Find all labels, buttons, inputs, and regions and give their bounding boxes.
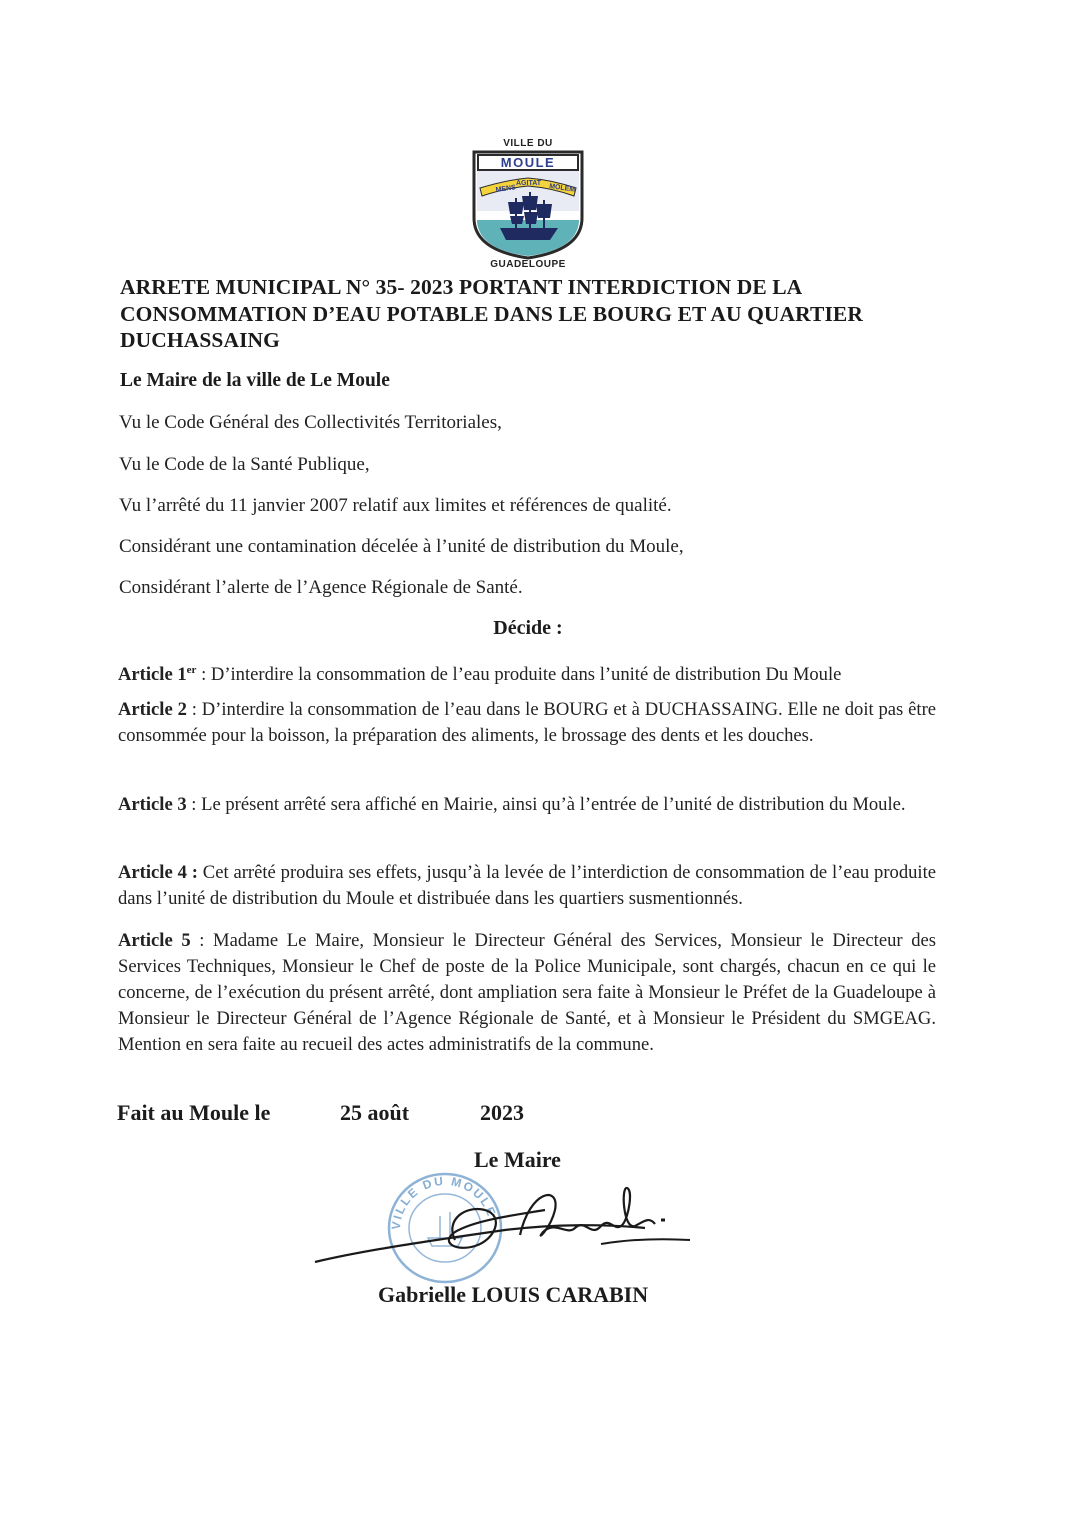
title-line: ARRETE MUNICIPAL N° 35- 2023 PORTANT INTERDICTION DE LA: [120, 275, 803, 299]
logo-motto-right: MOLEM: [548, 183, 576, 194]
maire-label: Le Maire: [474, 1147, 561, 1172]
stamp-text: VILLE DU MOULE: [388, 1173, 500, 1231]
fait-date: 25 août: [340, 1100, 410, 1125]
article-label: Article 1: [118, 664, 187, 686]
article-text: Le présent arrêté sera affiché en Mairie, ainsi qu’à l’entrée de l’unité de distribution du Moule.: [201, 794, 906, 815]
article-separator: :: [196, 664, 211, 686]
article-text: D’interdire la consommation de l’eau produite dans l’unité de distribution Du Moule: [210, 664, 842, 686]
article-text: D’interdire la consommation de l’eau dans le BOURG et à DUCHASSAING. Elle ne doit pas être consommée pour la boisson, la préparation des aliments, le brossage des dents et les douches.: [118, 699, 937, 746]
article-label: Article 5: [118, 930, 191, 951]
logo-top-text: VILLE DU: [503, 138, 553, 149]
article-2: [118, 697, 936, 749]
document-title: [120, 274, 960, 354]
logo-motto-left: MENS: [495, 184, 517, 194]
article-3: [118, 792, 936, 818]
mayor-heading: Le Maire de la ville de Le Moule: [120, 370, 390, 391]
vu-line: Vu l’arrêté du 11 janvier 2007 relatif aux limites et références de qualité.: [119, 495, 672, 516]
considerant-line: Considérant l’alerte de l’Agence Régionale de Santé.: [119, 577, 523, 598]
municipal-logo: [466, 136, 590, 276]
fait-label: Fait au Moule le: [117, 1100, 271, 1125]
article-label: Article 3: [118, 794, 187, 815]
logo-banner-text: MOULE: [500, 155, 556, 170]
logo-motto-center: AGITAT: [516, 180, 542, 187]
article-separator: :: [186, 794, 202, 815]
article-text: Cet arrêté produira ses effets, jusqu’à la levée de l’interdiction de consommation de l’eau produite dans l’unité de distribution du Moule et distribuée dans les quartiers susmentionnés.: [118, 862, 937, 909]
article-1: [118, 657, 936, 688]
signatory-name: Gabrielle LOUIS CARABIN: [378, 1282, 649, 1307]
logo-bottom-text: GUADELOUPE: [490, 259, 566, 270]
signature-icon: [305, 1180, 705, 1280]
article-4: [118, 860, 936, 912]
fait-year: 2023: [480, 1100, 524, 1125]
title-line: DUCHASSAING: [120, 328, 280, 352]
vu-line: Vu le Code de la Santé Publique,: [119, 454, 370, 475]
vu-line: Vu le Code Général des Collectivités Territoriales,: [119, 412, 502, 433]
article-separator: :: [190, 930, 214, 951]
article-label: Article 4 :: [118, 862, 198, 883]
article-separator: :: [186, 699, 202, 720]
article-superscript: er: [186, 664, 197, 676]
article-text: Madame Le Maire, Monsieur le Directeur Général des Services, Monsieur le Directeur des Services Techniques, Monsieur le Chef de poste de la Police Municipale, sont chargés, chacun en ce qui le concerne, de l’exécution du présent arrêté, dont ampliation sera faite à Monsieur le Préfet de la Guadeloupe à Monsieur le Directeur Général de l’Agence Régionale de Santé, et à Monsieur le Président du SMGEAG. Mention en sera faite au recueil des actes administratifs de la commune.: [118, 930, 936, 1055]
considerant-line: Considérant une contamination décelée à l’unité de distribution du Moule,: [119, 536, 684, 557]
title-line: CONSOMMATION D’EAU POTABLE DANS LE BOURG ET AU QUARTIER: [120, 301, 863, 326]
coat-of-arms-icon: [466, 150, 590, 260]
decide-heading: Décide :: [493, 617, 563, 639]
article-label: Article 2: [118, 699, 187, 720]
article-5: [118, 928, 936, 1058]
